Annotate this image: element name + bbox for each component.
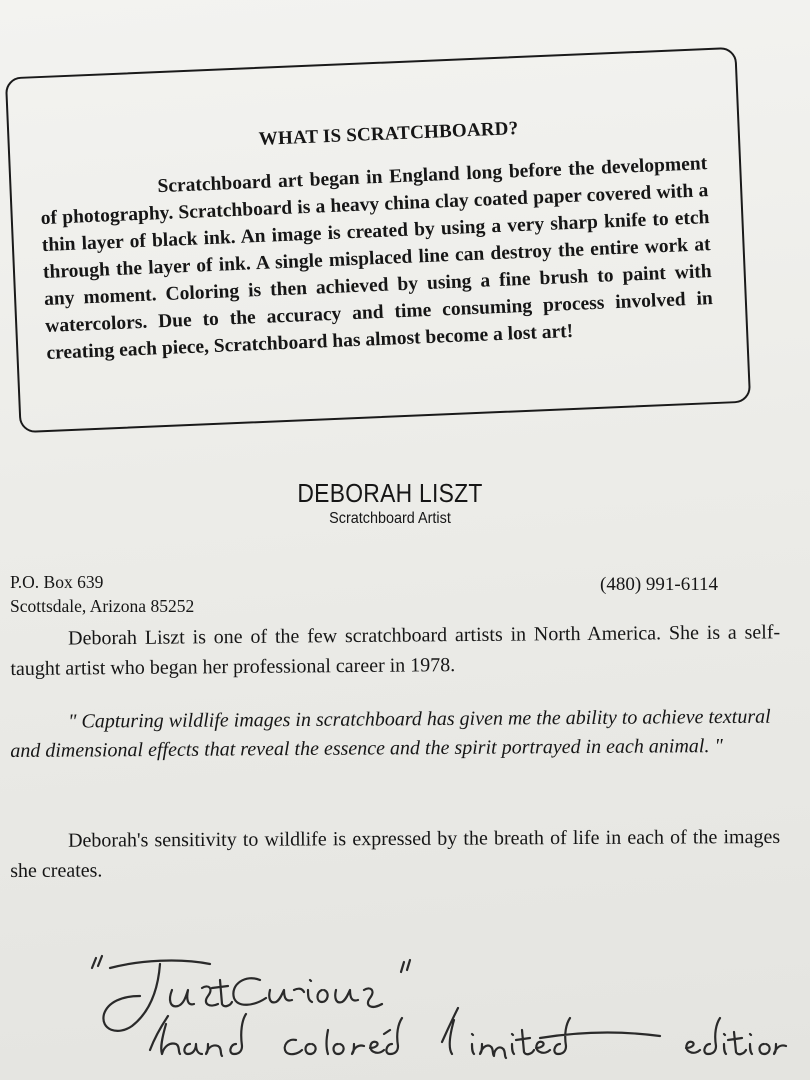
scratchboard-info-box xyxy=(5,47,751,433)
artist-title: Scratchboard Artist xyxy=(329,510,451,527)
phone-number: (480) 991-6114 xyxy=(600,574,719,595)
address-line-1: P.O. Box 639 xyxy=(10,572,104,592)
address-line-2: Scottsdale, Arizona 85252 xyxy=(10,596,195,616)
bio-paragraph-2: Deborah's sensitivity to wildlife is expressed by the breath of life in each of the images she creates. xyxy=(10,825,781,882)
artist-name: DEBORAH LISZT xyxy=(297,478,483,508)
artist-quote: " Capturing wildlife images in scratchboard has given me the ability to achieve textural and dimensional effects that reveal the essence and the spirit portrayed in each animal. " xyxy=(10,705,771,762)
info-box-title: WHAT IS SCRATCHBOARD? xyxy=(258,118,519,150)
handwritten-note xyxy=(70,950,790,1070)
bio-paragraph-1: Deborah Liszt is one of the few scratchboard artists in North America. She is a self-taught artist who began her professional career in 1978. xyxy=(10,621,781,680)
info-box-body: Scratchboard art began in England long before the development of photography. Scratchboard is a heavy china clay coated paper covered with a thin layer of black ink. An image is created by using a very sharp knife to etch through the layer of ink. A single misplaced line can destroy the entire work at any moment. Coloring is then achieved by using a fine brush to paint with watercolors. Due to the accuracy and time consuming process involved in creating each piece, Scratchboard has almost become a lost art! xyxy=(40,153,714,364)
